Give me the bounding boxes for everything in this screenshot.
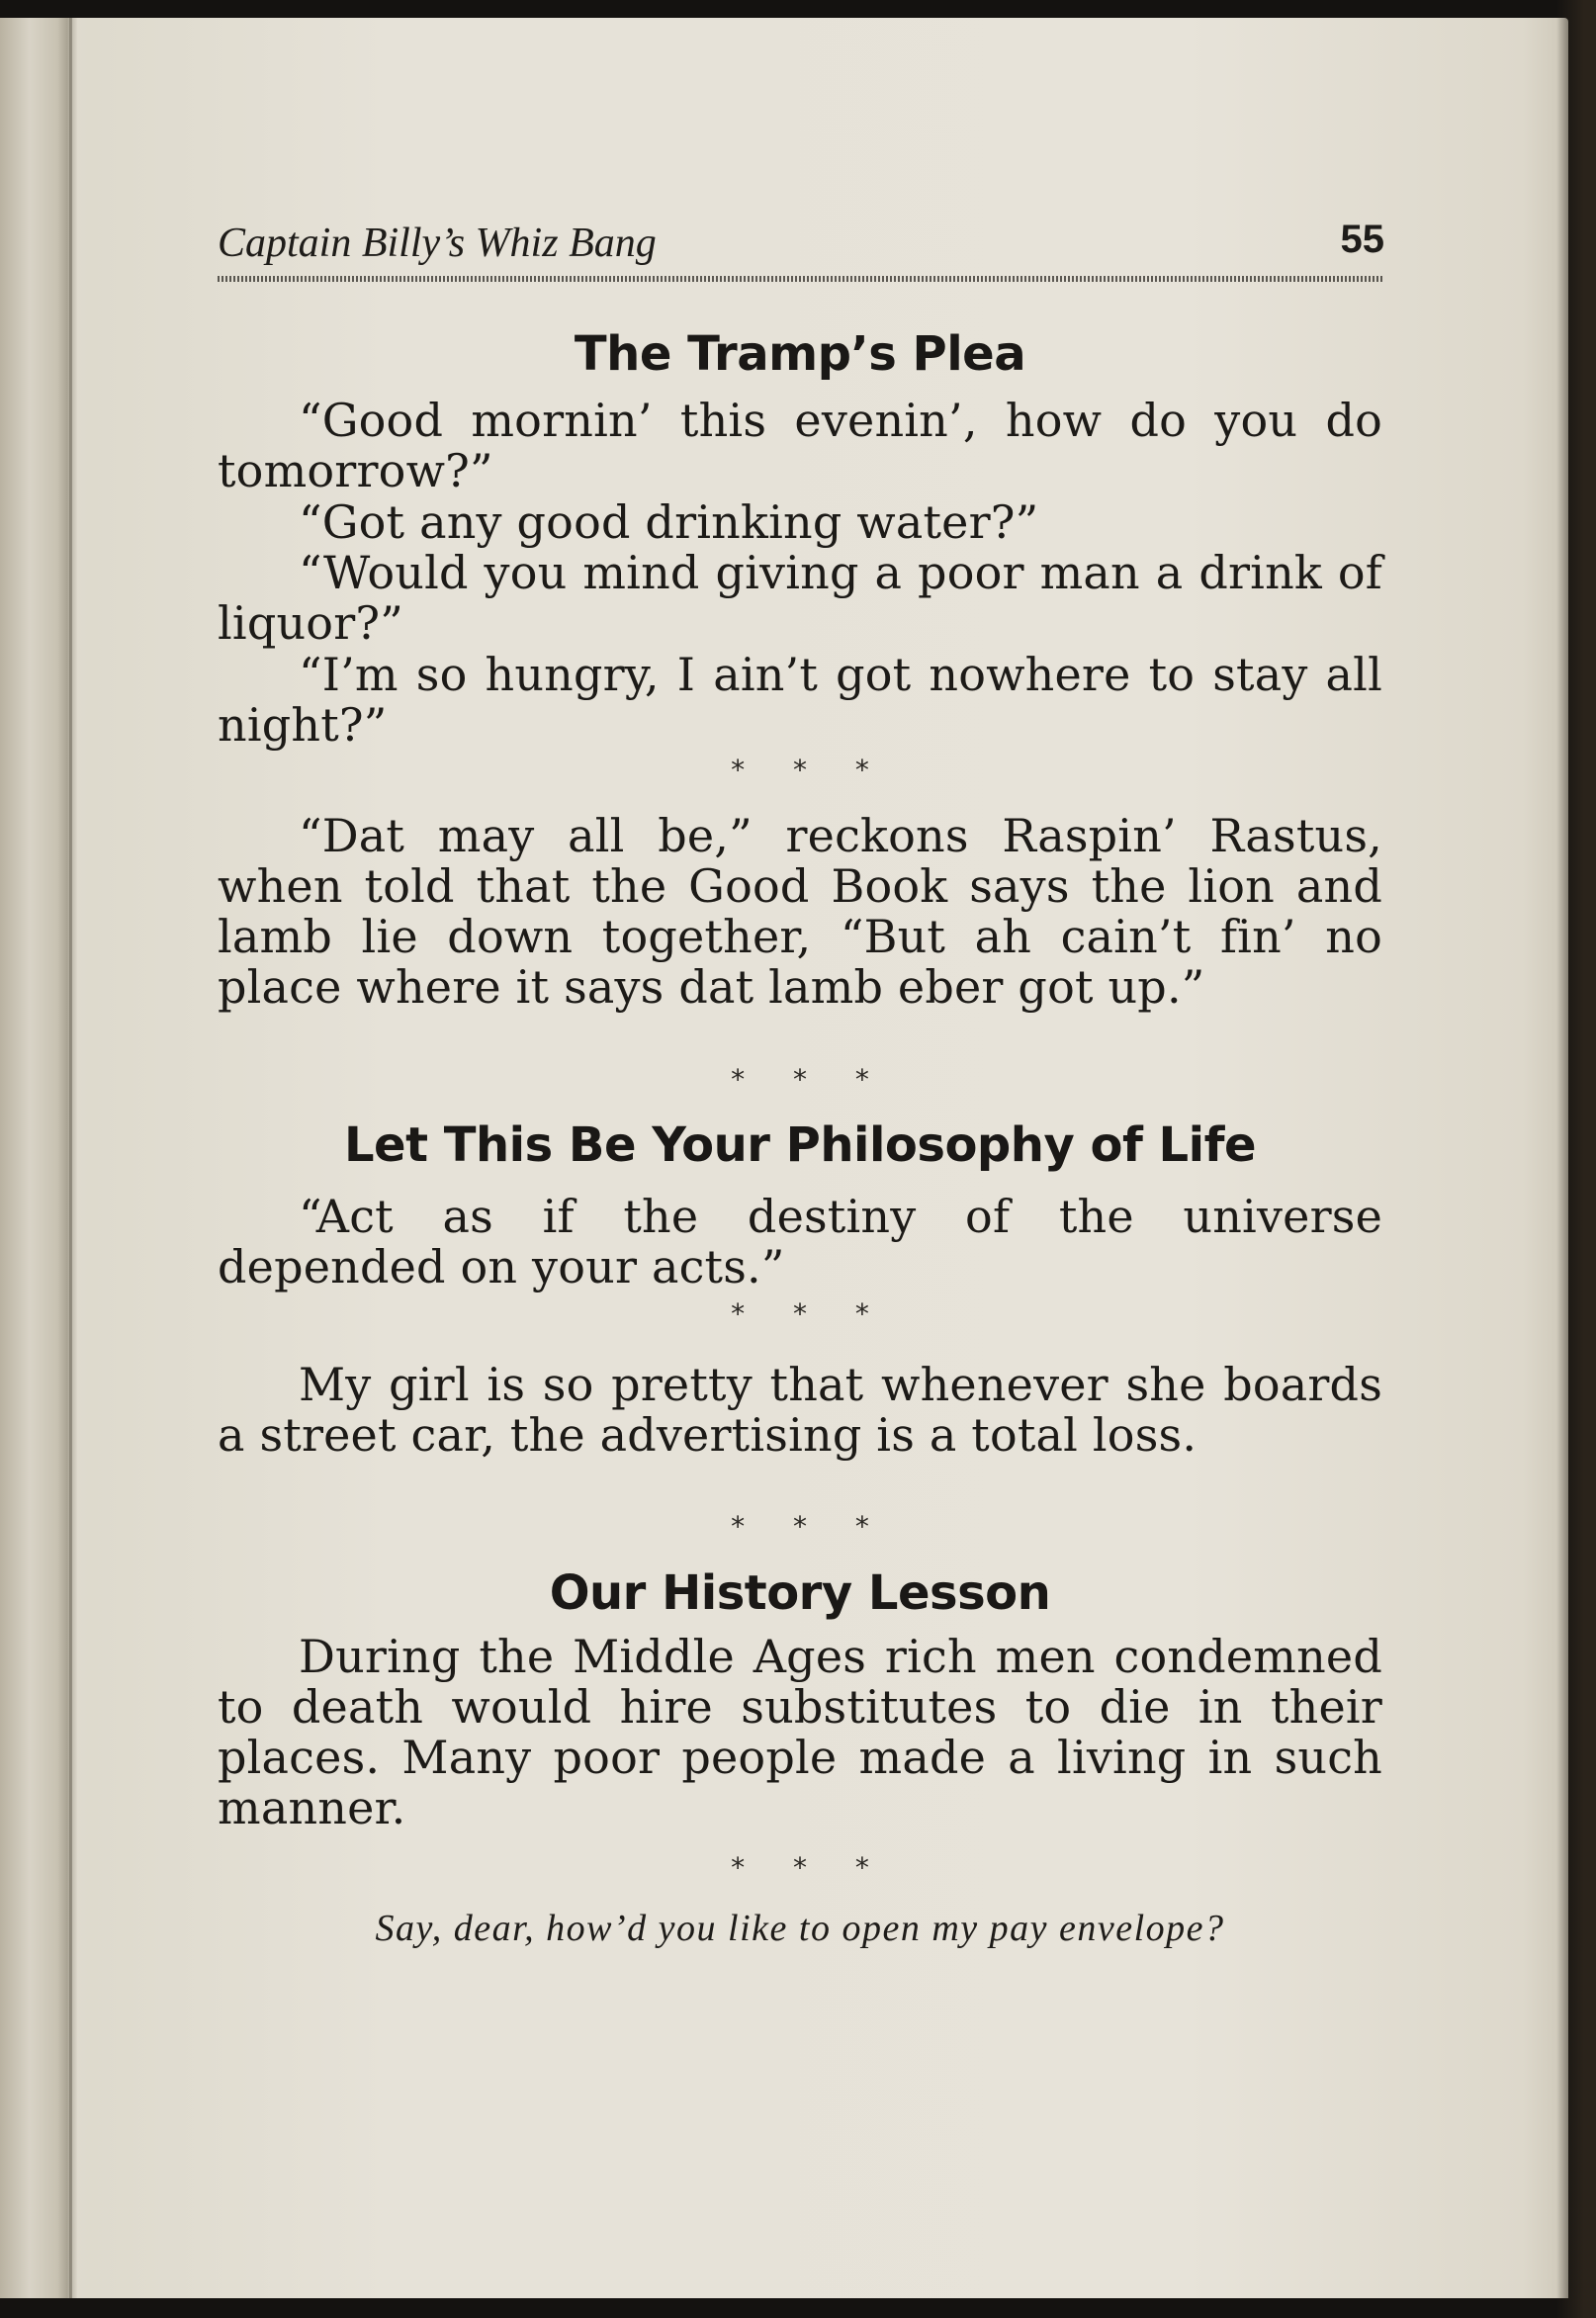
heading-philosophy: Let This Be Your Philosophy of Life bbox=[343, 1117, 1257, 1173]
page-edge-shadow bbox=[1556, 0, 1596, 2318]
magazine-title: Captain Billy’s Whiz Bang bbox=[218, 221, 657, 266]
tramp-line-1: “Good mornin’ this evenin’, how do you do tomorrow?” bbox=[218, 394, 1382, 497]
rastus-joke: “Dat may all be,” reckons Raspin’ Rastus, when told that the Good Book says the lion and lamb lie down together, “But ah cain’t fin’ no place where it says dat lamb eber got up.” bbox=[218, 809, 1382, 1014]
tagline: Say, dear, how’d you like to open my pay envelope? bbox=[375, 1908, 1225, 1949]
page-gutter bbox=[0, 18, 77, 2298]
header-rule bbox=[218, 276, 1384, 282]
gutter-line bbox=[69, 18, 72, 2298]
heading-tramps-plea: The Tramp’s Plea bbox=[574, 326, 1026, 382]
tramp-line-2: “Got any good drinking water?” bbox=[299, 495, 1039, 549]
separator-stars: * * * bbox=[731, 754, 869, 786]
heading-history-lesson: Our History Lesson bbox=[549, 1565, 1051, 1621]
tramp-line-3: “Would you mind giving a poor man a drink of liquor?” bbox=[218, 546, 1382, 650]
tramp-line-4: “I’m so hungry, I ain’t got nowhere to stay all night?” bbox=[218, 648, 1382, 752]
running-head bbox=[218, 218, 1384, 266]
separator-stars: * * * bbox=[731, 1851, 869, 1884]
philosophy-quote: “Act as if the destiny of the universe depended on your acts.” bbox=[218, 1190, 1382, 1293]
history-text: During the Middle Ages rich men condemned to death would hire substitutes to die in their places. Many poor people made a living in such manner. bbox=[218, 1630, 1382, 1834]
page-number: 55 bbox=[1340, 218, 1384, 261]
separator-stars: * * * bbox=[731, 1063, 869, 1096]
girl-joke: My girl is so pretty that whenever she boards a street car, the advertising is a total loss. bbox=[218, 1358, 1382, 1462]
separator-stars: * * * bbox=[731, 1510, 869, 1543]
separator-stars: * * * bbox=[731, 1297, 869, 1330]
